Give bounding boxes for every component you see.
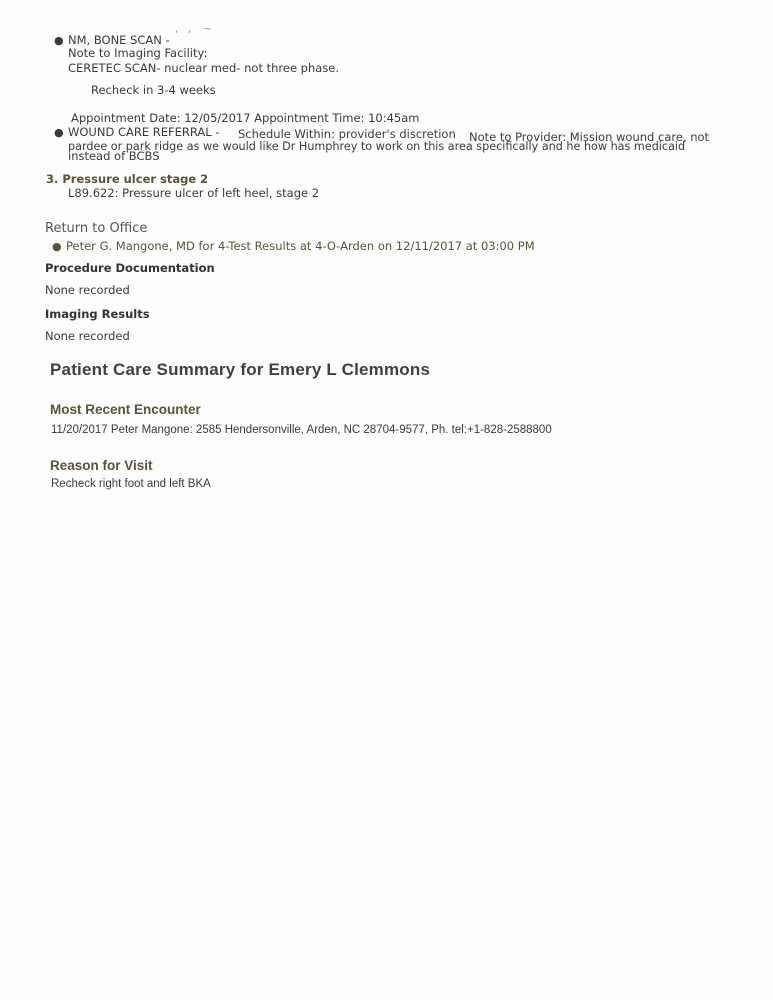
wound-care-schedule: Schedule Within: provider's discretion — [238, 127, 456, 141]
procedure-heading: Procedure Documentation — [45, 261, 215, 275]
bullet-icon: ● — [54, 34, 64, 47]
bone-scan-note-text: CERETEC SCAN- nuclear med- not three phase. — [68, 61, 340, 75]
wound-care-note-line2: pardee or park ridge as we would like Dr Humphrey to work on this area specifically and he how has medicaid — [68, 140, 686, 153]
reason-for-visit-text: Recheck right foot and left BKA — [51, 478, 211, 490]
return-to-office-text: Peter G. Mangone, MD for 4-Test Results at 4-O-Arden on 12/11/2017 at 03:00 PM — [66, 239, 535, 253]
reason-for-visit-heading: Reason for Visit — [50, 458, 153, 473]
most-recent-encounter-text: 11/20/2017 Peter Mangone: 2585 Hendersonville, Arden, NC 28704-9577, Ph. tel:+1-828-2588800 — [51, 424, 552, 436]
bone-scan-title: NM, BONE SCAN - — [68, 33, 170, 47]
bone-scan-recheck: Recheck in 3-4 weeks — [91, 83, 216, 97]
return-to-office-heading: Return to Office — [45, 221, 148, 236]
scan-artifact: , , ~ — [175, 24, 212, 35]
wound-care-order — [54, 125, 220, 139]
summary-title: Patient Care Summary for Emery L Clemmons — [50, 360, 431, 379]
bone-scan-note-label: Note to Imaging Facility: — [68, 46, 208, 60]
imaging-heading: Imaging Results — [45, 307, 150, 321]
bullet-icon: ● — [54, 126, 64, 139]
return-to-office-entry — [52, 239, 535, 253]
wound-care-note-line3: instead of BCBS — [68, 149, 160, 163]
diagnosis-code: L89.622: Pressure ulcer of left heel, stage 2 — [68, 186, 320, 200]
bone-scan-appointment: Appointment Date: 12/05/2017 Appointment Time: 10:45am — [71, 111, 420, 125]
imaging-value: None recorded — [45, 329, 130, 343]
most-recent-encounter-heading: Most Recent Encounter — [50, 402, 201, 417]
diagnosis-title: 3. Pressure ulcer stage 2 — [46, 172, 209, 186]
procedure-value: None recorded — [45, 283, 130, 297]
wound-care-note-line1: Note to Provider: Mission wound care, not — [469, 130, 710, 144]
bullet-icon: ● — [52, 240, 62, 253]
wound-care-title: WOUND CARE REFERRAL - — [68, 125, 220, 139]
